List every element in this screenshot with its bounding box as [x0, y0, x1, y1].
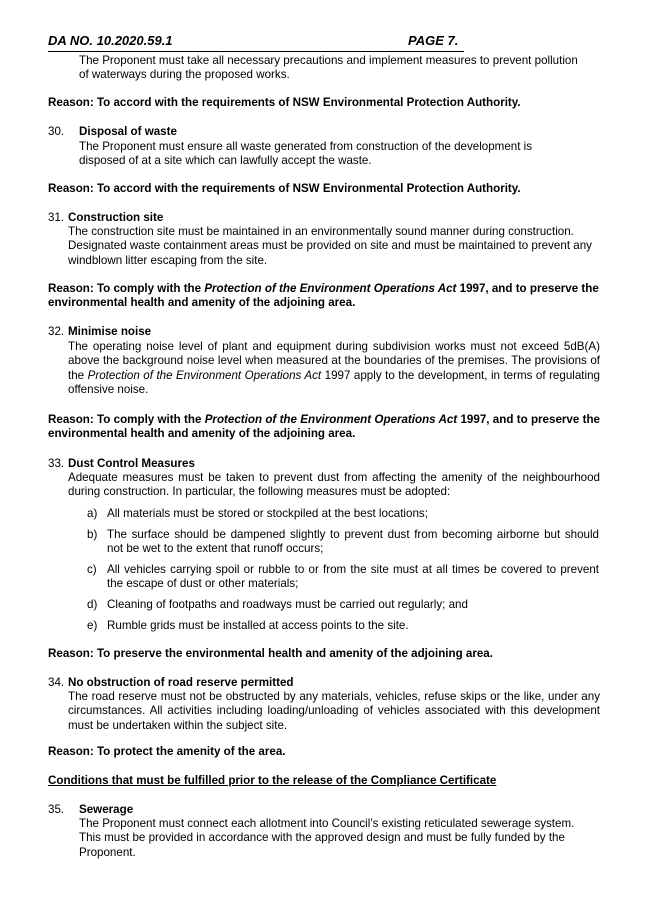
list-item-letter: b) — [87, 528, 98, 541]
reason-34: Reason: To protect the amenity of the area. — [48, 745, 286, 758]
item-34-title: No obstruction of road reserve permitted — [68, 676, 294, 689]
item-34-number: 34. — [48, 676, 65, 689]
section-heading: Conditions that must be fulfilled prior to the release of the Compliance Certificate — [48, 774, 497, 787]
list-item-letter: c) — [87, 563, 97, 576]
reason-epa-2: Reason: To accord with the requirements of NSW Environmental Protection Authority. — [48, 182, 521, 195]
list-item: Rumble grids must be installed at access points to the site. — [107, 619, 409, 632]
list-item: All vehicles carrying spoil or rubble to or from the site must at all times be covered to prevent the escape of dust or other materials; — [107, 563, 599, 591]
item-32-body: The operating noise level of plant and equipment during subdivision works must not exceed 5dB(A) above the background noise level when measured at the boundaries of the premises. The provisions of the Protection of the Environment Operations Act 1997 apply to the development, in terms of regulating offensive noise. — [68, 340, 600, 397]
item-30-body: The Proponent must ensure all waste generated from construction of the development is disposed of at a site which can lawfully accept the waste. — [79, 140, 533, 168]
item-31-title: Construction site — [68, 211, 164, 224]
item-32-number: 32. — [48, 325, 65, 338]
item-35-title: Sewerage — [79, 803, 134, 816]
da-number: DA NO. 10.2020.59.1 — [48, 33, 173, 48]
list-item: The surface should be dampened slightly to prevent dust from becoming airborne but should not be wet to the extent that runoff occurs; — [107, 528, 599, 556]
act-name: Protection of the Environment Operations Act — [204, 413, 458, 426]
item-35-number: 35. — [48, 803, 65, 816]
reason-33: Reason: To preserve the environmental health and amenity of the adjoining area. — [48, 647, 493, 660]
reason-31: Reason: To comply with the Protection of the Environment Operations Act 1997, and to preserve the environmental health and amenity of the adjoining area. — [48, 282, 599, 310]
item-33-title: Dust Control Measures — [68, 457, 195, 470]
list-item-letter: e) — [87, 619, 98, 632]
list-item-letter: d) — [87, 598, 98, 611]
page-number: PAGE 7. — [408, 33, 459, 48]
act-name: Protection of the Environment Operations Act — [87, 368, 322, 382]
item-33-number: 33. — [48, 457, 65, 470]
reason-epa-1: Reason: To accord with the requirements of NSW Environmental Protection Authority. — [48, 96, 521, 109]
reason-32: Reason: To comply with the Protection of the Environment Operations Act 1997, and to preserve the environmental health and amenity of the adjoining area. — [48, 413, 600, 441]
act-name: Protection of the Environment Operations Act — [204, 282, 457, 295]
item-32-title: Minimise noise — [68, 325, 152, 338]
list-item: All materials must be stored or stockpiled at the best locations; — [107, 507, 428, 520]
item-31-body: The construction site must be maintained in an environmentally sound manner during construction. Designated waste containment areas must be provided on site and must be maintained to prevent any windblown litter escaping from the site. — [68, 225, 592, 267]
item-31-number: 31. — [48, 211, 65, 224]
item-30-number: 30. — [48, 125, 65, 138]
page-header — [48, 33, 464, 52]
item-30-title: Disposal of waste — [79, 125, 177, 138]
item-33-body: Adequate measures must be taken to prevent dust from affecting the amenity of the neighbourhood during construction. In particular, the following measures must be adopted: — [68, 471, 600, 499]
list-item-letter: a) — [87, 507, 98, 520]
item-35-body: The Proponent must connect each allotment into Council’s existing reticulated sewerage system. This must be provided in accordance with the approved design and must be fully funded by the Proponent. — [79, 817, 575, 859]
list-item: Cleaning of footpaths and roadways must be carried out regularly; and — [107, 598, 468, 611]
item-34-body: The road reserve must not be obstructed by any materials, vehicles, refuse skips or the like, under any circumstances. All activities including loading/unloading of vehicles associated with this development must be undertaken within the subject site. — [68, 690, 600, 732]
intro-paragraph: The Proponent must take all necessary precautions and implement measures to prevent pollution of waterways during the proposed works. — [79, 54, 578, 82]
